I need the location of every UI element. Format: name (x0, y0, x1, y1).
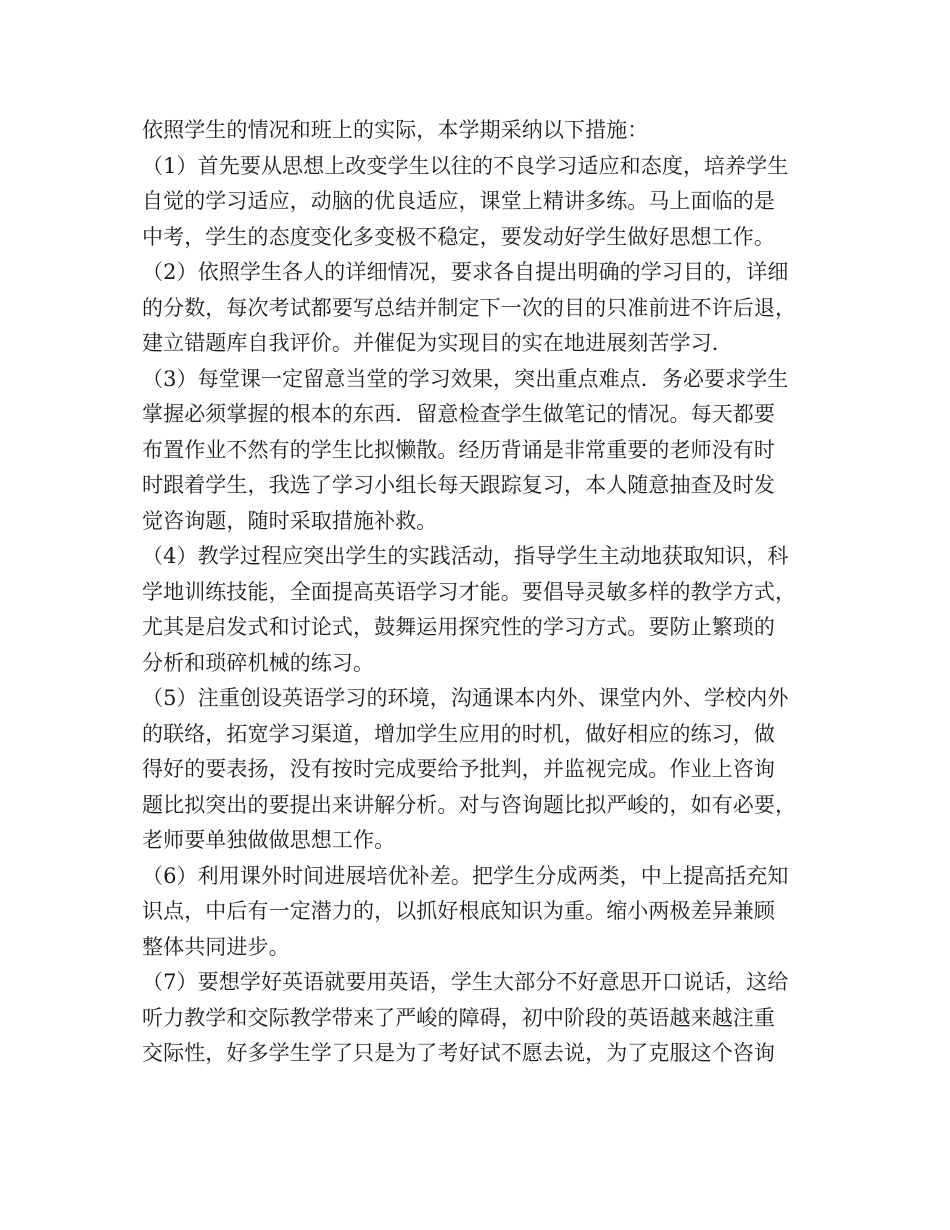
text-line: 交际性，好多学生学了只是为了考好试不愿去说，为了克服这个咨询 (142, 1041, 775, 1065)
text-line: 时跟着学生，我选了学习小组长每天跟踪复习，本人随意抽查及时发 (142, 473, 775, 497)
text-line: 整体共同进步。 (142, 934, 290, 959)
text-line: （2）依照学生各人的详细情况，要求各自提出明确的学习目的，详细 (142, 260, 789, 284)
text-line: 老师要单独做做思想工作。 (142, 828, 396, 852)
text-line: 分析和琐碎机械的练习。 (142, 650, 375, 675)
text-line: 依照学生的情况和班上的实际，本学期采纳以下措施： (142, 118, 649, 142)
text-line: 题比拟突出的要提出来讲解分析。对与咨询题比拟严峻的，如有必要， (142, 792, 797, 817)
text-line: 得好的要表扬，没有按时完成要给予批判，并监视完成。作业上咨询 (142, 757, 775, 781)
text-line: 听力教学和交际教学带来了严峻的障碍，初中阶段的英语越来越注重 (142, 1005, 775, 1030)
text-line: 建立错题库自我评价。并催促为实现目的实在地进展刻苦学习. (142, 331, 719, 355)
text-line: 掌握必须掌握的根本的东西．留意检查学生做笔记的情况。每天都要 (142, 402, 775, 426)
text-line: 觉咨询题，随时采取措施补救。 (142, 508, 438, 533)
document-body (142, 113, 832, 1072)
text-line: 自觉的学习适应，动脑的优良适应，课堂上精讲多练。马上面临的是 (142, 189, 775, 213)
text-line: 学地训练技能，全面提高英语学习才能。要倡导灵敏多样的教学方式， (142, 579, 797, 604)
text-line: （4）教学过程应突出学生的实践活动，指导学生主动地获取知识，科 (142, 544, 789, 568)
text-line: （7）要想学好英语就要用英语，学生大部分不好意思开口说话，这给 (142, 970, 789, 994)
text-line: （3）每堂课一定留意当堂的学习效果，突出重点难点．务必要求学生 (142, 366, 789, 391)
text-line: 中考，学生的态度变化多变极不稳定，要发动好学生做好思想工作。 (142, 224, 775, 249)
text-line: （1）首先要从思想上改变学生以往的不良学习适应和态度，培养学生 (142, 153, 789, 178)
text-line: 尤其是启发式和讨论式，鼓舞运用探究性的学习方式。要防止繁琐的 (142, 615, 775, 639)
text-line: （5）注重创设英语学习的环境，沟通课本内外、课堂内外、学校内外 (142, 686, 789, 710)
text-line: （6）利用课外时间进展培优补差。把学生分成两类，中上提高括充知 (142, 863, 789, 888)
text-line: 布置作业不然有的学生比拟懒散。经历背诵是非常重要的老师没有时 (142, 437, 775, 462)
text-line: 的联络，拓宽学习渠道，增加学生应用的时机，做好相应的练习，做 (142, 721, 775, 746)
text-line: 识点，中后有一定潜力的，以抓好根底知识为重。缩小两极差异兼顾 (142, 899, 775, 923)
text-line: 的分数，每次考试都要写总结并制定下一次的目的只准前进不许后退， (142, 295, 797, 320)
